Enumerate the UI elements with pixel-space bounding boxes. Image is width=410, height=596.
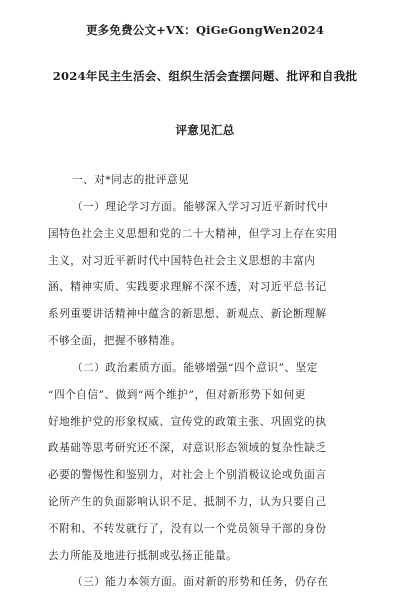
body-content (72, 167, 390, 194)
document-title-line-1: 2024年民主生活会、组织生活会查摆问题、批评和自我批 (52, 69, 358, 83)
paragraph-line: 好地维护党的形象权威、宣传党的政策主张、巩固党的执 (48, 415, 327, 428)
section-heading: 一、对*同志的批评意见 (72, 174, 190, 186)
paragraph-line: 主义，对习近平新时代中国特色社会主义思想的丰富内 (48, 254, 316, 267)
paragraph-line: （二）政治素质方面。能够增强“四个意识”、坚定 (72, 362, 318, 374)
paragraph-line: （一）理论学习方面。能够深入学习习近平新时代中 (72, 201, 329, 213)
document-title-line-2: 评意见汇总 (175, 123, 235, 137)
paragraph-line: 论所产生的负面影响认识不足、抵制不力，认为只要自己 (48, 495, 327, 508)
paragraph-line: 去力所能及地进行抵制或弘扬正能量。 (48, 549, 238, 562)
paragraph-line: “四个自信”、做到“两个维护”，但对新形势下如何更 (48, 388, 306, 401)
document-header: 更多免费公文+VX：QiGeGongWen2024 (85, 23, 325, 37)
paragraph-line: 国特色社会主义思想和党的二十大精神，但学习上存在实用 (48, 227, 338, 240)
paragraph-2 (48, 355, 366, 569)
paragraph-line: （三）能力本领方面。面对新的形势和任务，仍存在 (72, 576, 329, 588)
paragraph-3 (48, 569, 366, 596)
paragraph-line: 不附和、不转发就行了，没有以一个党员领导干部的身份 (48, 522, 327, 535)
paragraph-line: 系列重要讲话精神中蕴含的新思想、新观点、新论断理解 (48, 308, 327, 321)
paragraph-line: 政基础等思考研究还不深，对意识形态领域的复杂性缺乏 (48, 442, 327, 455)
paragraph-1 (48, 194, 366, 355)
paragraph-line: 必要的警惕性和鉴别力，对社会上个别消极议论或负面言 (48, 469, 327, 482)
paragraph-line: 涵、精神实质、实践要求理解不深不透，对习近平总书记 (48, 281, 327, 294)
paragraph-line: 不够全面，把握不够精准。 (48, 334, 182, 347)
